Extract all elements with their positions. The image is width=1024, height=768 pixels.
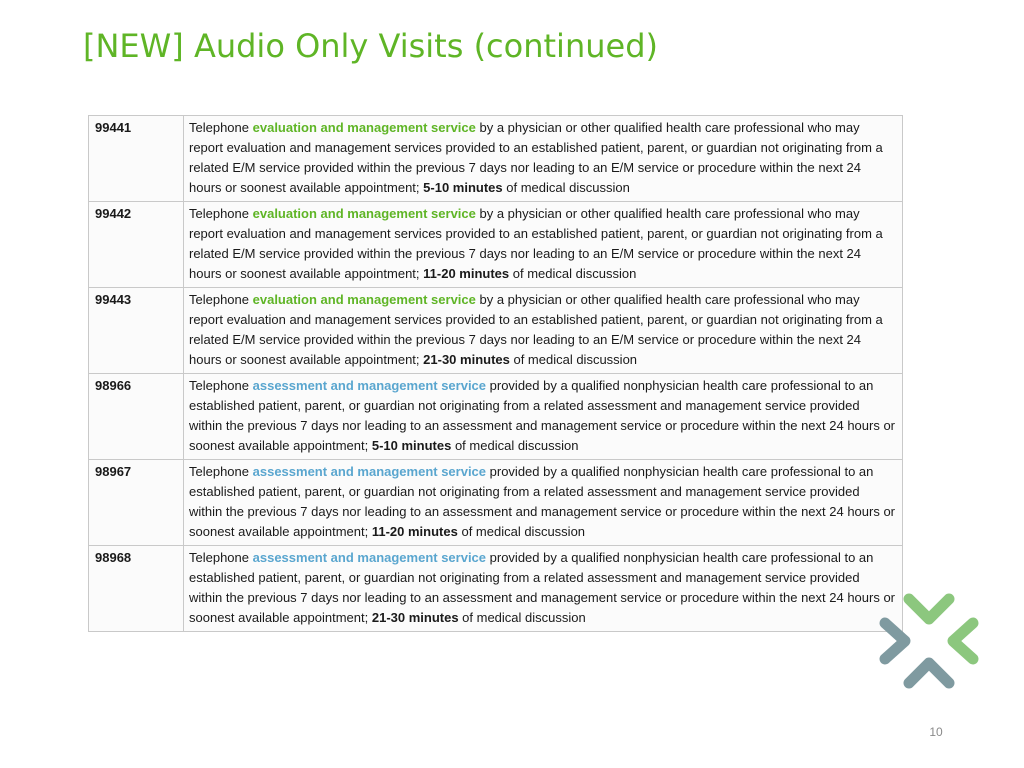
description-prefix: Telephone: [189, 206, 253, 221]
code-cell: 99443: [89, 288, 184, 374]
description-text: provided by a qualified nonphysician health care professional to an established patient, parent, or guardian not originating from a related assessment and management service provided within the previous 7 days nor leading to an assessment and management service or procedure within the next 24 hours or soonest available appointment;: [189, 378, 896, 453]
description-suffix: of medical discussion: [457, 524, 586, 539]
description-text: provided by a qualified nonphysician health care professional to an established patient, parent, or guardian not originating from a related assessment and management service provided within the previous 7 days nor leading to an assessment and management service or procedure within the next 24 hours or soonest available appointment;: [189, 550, 896, 625]
service-type-highlight: assessment and management service: [252, 378, 487, 393]
code-cell: 98968: [89, 546, 184, 632]
service-type-highlight: assessment and management service: [252, 550, 487, 565]
description-cell: [184, 116, 903, 202]
description-prefix: Telephone: [189, 120, 253, 135]
description-prefix: Telephone: [189, 292, 253, 307]
description-prefix: Telephone: [189, 550, 253, 565]
code-cell: 98967: [89, 460, 184, 546]
page-number: 10: [929, 725, 943, 739]
description-cell: [184, 460, 903, 546]
logo-right-chevron: [953, 623, 973, 659]
table-row: [89, 288, 903, 374]
description-cell: [184, 202, 903, 288]
time-range: 5-10 minutes: [371, 438, 452, 453]
table-row: [89, 202, 903, 288]
service-type-highlight: evaluation and management service: [252, 292, 476, 307]
description-suffix: of medical discussion: [451, 438, 579, 453]
table-row: [89, 546, 903, 632]
logo-bottom-chevron: [909, 663, 949, 683]
code-cell: 99441: [89, 116, 184, 202]
table-row: [89, 460, 903, 546]
description-suffix: of medical discussion: [509, 266, 637, 281]
time-range: 21-30 minutes: [371, 610, 459, 625]
billing-codes-table: [88, 115, 903, 632]
logo-left-chevron: [885, 623, 905, 659]
description-suffix: of medical discussion: [509, 352, 638, 367]
description-suffix: of medical discussion: [502, 180, 630, 195]
time-range: 11-20 minutes: [371, 524, 458, 539]
description-cell: [184, 288, 903, 374]
code-cell: 98966: [89, 374, 184, 460]
description-prefix: Telephone: [189, 378, 253, 393]
table-row: [89, 374, 903, 460]
description-cell: [184, 374, 903, 460]
description-text: provided by a qualified nonphysician health care professional to an established patient, parent, or guardian not originating from a related assessment and management service provided within the previous 7 days nor leading to an assessment and management service or procedure within the next 24 hours or soonest available appointment;: [189, 464, 896, 539]
service-type-highlight: evaluation and management service: [252, 120, 476, 135]
description-text: by a physician or other qualified health care professional who may report evaluation and management services provided to an established patient, parent, or guardian not originating from a related E/M service provided within the previous 7 days nor leading to an E/M service or procedure within the next 24 hours or soonest available appointment;: [189, 120, 883, 195]
logo-top-chevron: [909, 599, 949, 619]
service-type-highlight: assessment and management service: [252, 464, 487, 479]
description-prefix: Telephone: [189, 464, 253, 479]
time-range: 5-10 minutes: [423, 180, 503, 195]
description-text: by a physician or other qualified health care professional who may report evaluation and management services provided to an established patient, parent, or guardian not originating from a related E/M service provided within the previous 7 days nor leading to an E/M service or procedure within the next 24 hours or soonest available appointment;: [189, 292, 883, 367]
slide-title: [NEW] Audio Only Visits (continued): [83, 27, 658, 65]
description-text: by a physician or other qualified health care professional who may report evaluation and management services provided to an established patient, parent, or guardian not originating from a related E/M service provided within the previous 7 days nor leading to an E/M service or procedure within the next 24 hours or soonest available appointment;: [189, 206, 883, 281]
time-range: 21-30 minutes: [423, 352, 510, 367]
service-type-highlight: evaluation and management service: [252, 206, 476, 221]
code-cell: 99442: [89, 202, 184, 288]
cross-logo-icon: [876, 590, 982, 692]
description-suffix: of medical discussion: [458, 610, 586, 625]
description-cell: [184, 546, 903, 632]
table-row: [89, 116, 903, 202]
time-range: 11-20 minutes: [423, 266, 510, 281]
